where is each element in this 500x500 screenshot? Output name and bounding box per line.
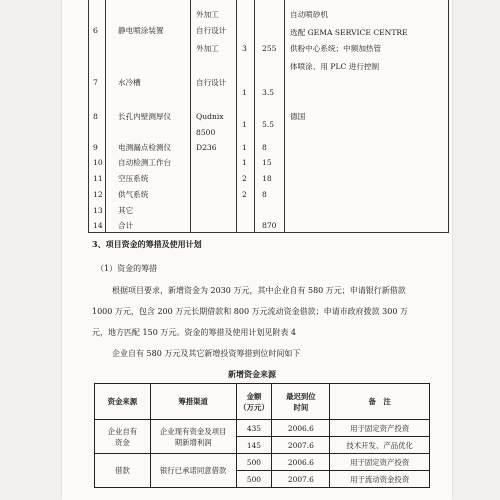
header-time bbox=[272, 384, 330, 420]
equipment-name: 其它 bbox=[118, 206, 134, 215]
table-col-divider bbox=[236, 0, 237, 232]
remark-cell: 用于固定资产投资 bbox=[330, 420, 430, 437]
table-row bbox=[95, 420, 430, 437]
total-price: 870 bbox=[262, 221, 277, 230]
time-cell: 2006.6 bbox=[272, 454, 330, 471]
source-line: 企业自有 bbox=[107, 426, 138, 436]
time-cell: 2006.6 bbox=[272, 420, 330, 437]
time-cell: 2007.6 bbox=[272, 437, 330, 454]
paragraph-line: 根据项目要求，新增资金为 2030 万元，其中企业自有 580 万元；申请银行新借款 bbox=[112, 286, 406, 295]
source-cell: 外加工 bbox=[196, 10, 219, 19]
remark-cell: 选配 GEMA SERVICE CENTRE bbox=[290, 28, 408, 37]
equipment-name: 电测漏点检测仪 bbox=[118, 143, 172, 152]
remark-cell: 体喷涂、用 PLC 进行控制 bbox=[290, 62, 380, 71]
source-cell: Qudnix bbox=[196, 112, 224, 121]
remark-cell: 用于流动资金投资 bbox=[330, 471, 430, 488]
quantity-cell: 1 bbox=[242, 88, 247, 97]
source-cell: 借款 bbox=[95, 454, 151, 488]
section-heading: 3、项目资金的筹措及使用计划 bbox=[92, 239, 202, 249]
price-cell: 8 bbox=[262, 190, 267, 199]
table-col-divider bbox=[254, 0, 255, 232]
row-number: 8 bbox=[93, 112, 98, 121]
header-time-line: 最迟到位 bbox=[286, 391, 316, 401]
quantity-cell: 2 bbox=[242, 190, 247, 199]
table-title: 新增资金来源 bbox=[228, 369, 276, 379]
equipment-name: 自动检测工作台 bbox=[118, 158, 172, 167]
price-cell: 255 bbox=[262, 44, 277, 53]
amount-cell: 500 bbox=[236, 471, 272, 488]
channel-line: 企业现有资金及项目 bbox=[159, 426, 227, 436]
quantity-cell: 1 bbox=[242, 158, 247, 167]
equipment-name: 合计 bbox=[118, 221, 134, 230]
source-cell: 自行设计 bbox=[196, 26, 227, 35]
row-number: 12 bbox=[93, 190, 103, 199]
remark-cell: 技术开发、产品优化 bbox=[330, 437, 430, 454]
header-amount-line: （万元） bbox=[239, 402, 269, 412]
row-number: 7 bbox=[93, 78, 98, 87]
header-source: 资金来源 bbox=[95, 384, 151, 420]
price-cell: 5.5 bbox=[262, 120, 275, 129]
remark-cell: 用于固定资产投资 bbox=[330, 454, 430, 471]
price-cell: 3.5 bbox=[262, 88, 275, 97]
equipment-name: 供气系统 bbox=[118, 190, 149, 199]
source-cell: 8500 bbox=[196, 128, 216, 137]
channel-cell bbox=[150, 420, 236, 454]
table-row bbox=[95, 454, 430, 471]
channel-cell: 银行已承诺同意借款 bbox=[150, 454, 236, 488]
table-border-bottom bbox=[88, 232, 449, 233]
funding-table bbox=[94, 383, 430, 488]
price-cell: 15 bbox=[262, 158, 272, 167]
quantity-cell: 1 bbox=[242, 143, 247, 152]
row-number: 14 bbox=[93, 221, 103, 230]
amount-cell: 145 bbox=[236, 437, 272, 454]
amount-cell: 435 bbox=[236, 420, 272, 437]
header-time-line: 时间 bbox=[293, 402, 309, 412]
channel-line: 期新增利润 bbox=[174, 437, 212, 447]
quantity-cell: 1 bbox=[242, 120, 247, 129]
paragraph-line: 企业自有 580 万元及其它新增投资筹措到位时间如下 bbox=[112, 349, 301, 358]
price-cell: 18 bbox=[262, 174, 272, 183]
time-cell: 2007.6 bbox=[272, 471, 330, 488]
table-border-right bbox=[448, 0, 449, 232]
price-cell: 8 bbox=[262, 143, 267, 152]
quantity-cell: 2 bbox=[242, 174, 247, 183]
header-amount-line: 金额 bbox=[246, 391, 262, 401]
paragraph-line: 1000 万元，包含 200 万元长期借款和 800 万元流动资金借款；申请市政府拨款 300 万 bbox=[92, 307, 408, 316]
table-border-left bbox=[88, 0, 89, 232]
table-col-divider bbox=[190, 0, 191, 232]
row-number: 9 bbox=[93, 143, 98, 152]
table-header-row bbox=[95, 384, 430, 420]
source-cell: 外加工 bbox=[196, 44, 219, 53]
source-cell: D236 bbox=[196, 143, 217, 152]
row-number: 6 bbox=[93, 26, 98, 35]
table-col-divider bbox=[105, 0, 106, 232]
source-line: 资金 bbox=[115, 437, 130, 447]
equipment-name: 水冷槽 bbox=[118, 78, 141, 87]
source-cell bbox=[95, 420, 151, 454]
quantity-cell: 3 bbox=[242, 44, 247, 53]
amount-cell: 500 bbox=[236, 454, 272, 471]
row-number: 13 bbox=[93, 206, 103, 215]
header-remark: 备 注 bbox=[330, 384, 430, 420]
header-channel: 筹措渠道 bbox=[150, 384, 236, 420]
equipment-name: 长孔内壁测厚仪 bbox=[118, 112, 172, 121]
source-cell: 自行设计 bbox=[196, 78, 227, 87]
paragraph-line: 元，地方匹配 150 万元。资金的筹措及使用计划见附表 4 bbox=[92, 328, 296, 337]
row-number: 11 bbox=[93, 174, 103, 183]
remark-cell: 德国 bbox=[290, 112, 306, 121]
equipment-name: 静电喷涂装置 bbox=[118, 26, 164, 35]
header-amount bbox=[236, 384, 272, 420]
table-col-divider bbox=[284, 0, 285, 232]
remark-cell: 供粉中心系统；中频加热管 bbox=[290, 44, 382, 53]
subheading: （1）资金的筹措 bbox=[96, 264, 158, 273]
row-number: 10 bbox=[93, 158, 103, 167]
equipment-name: 空压系统 bbox=[118, 174, 149, 183]
remark-cell: 自动喷砂机 bbox=[290, 10, 328, 19]
